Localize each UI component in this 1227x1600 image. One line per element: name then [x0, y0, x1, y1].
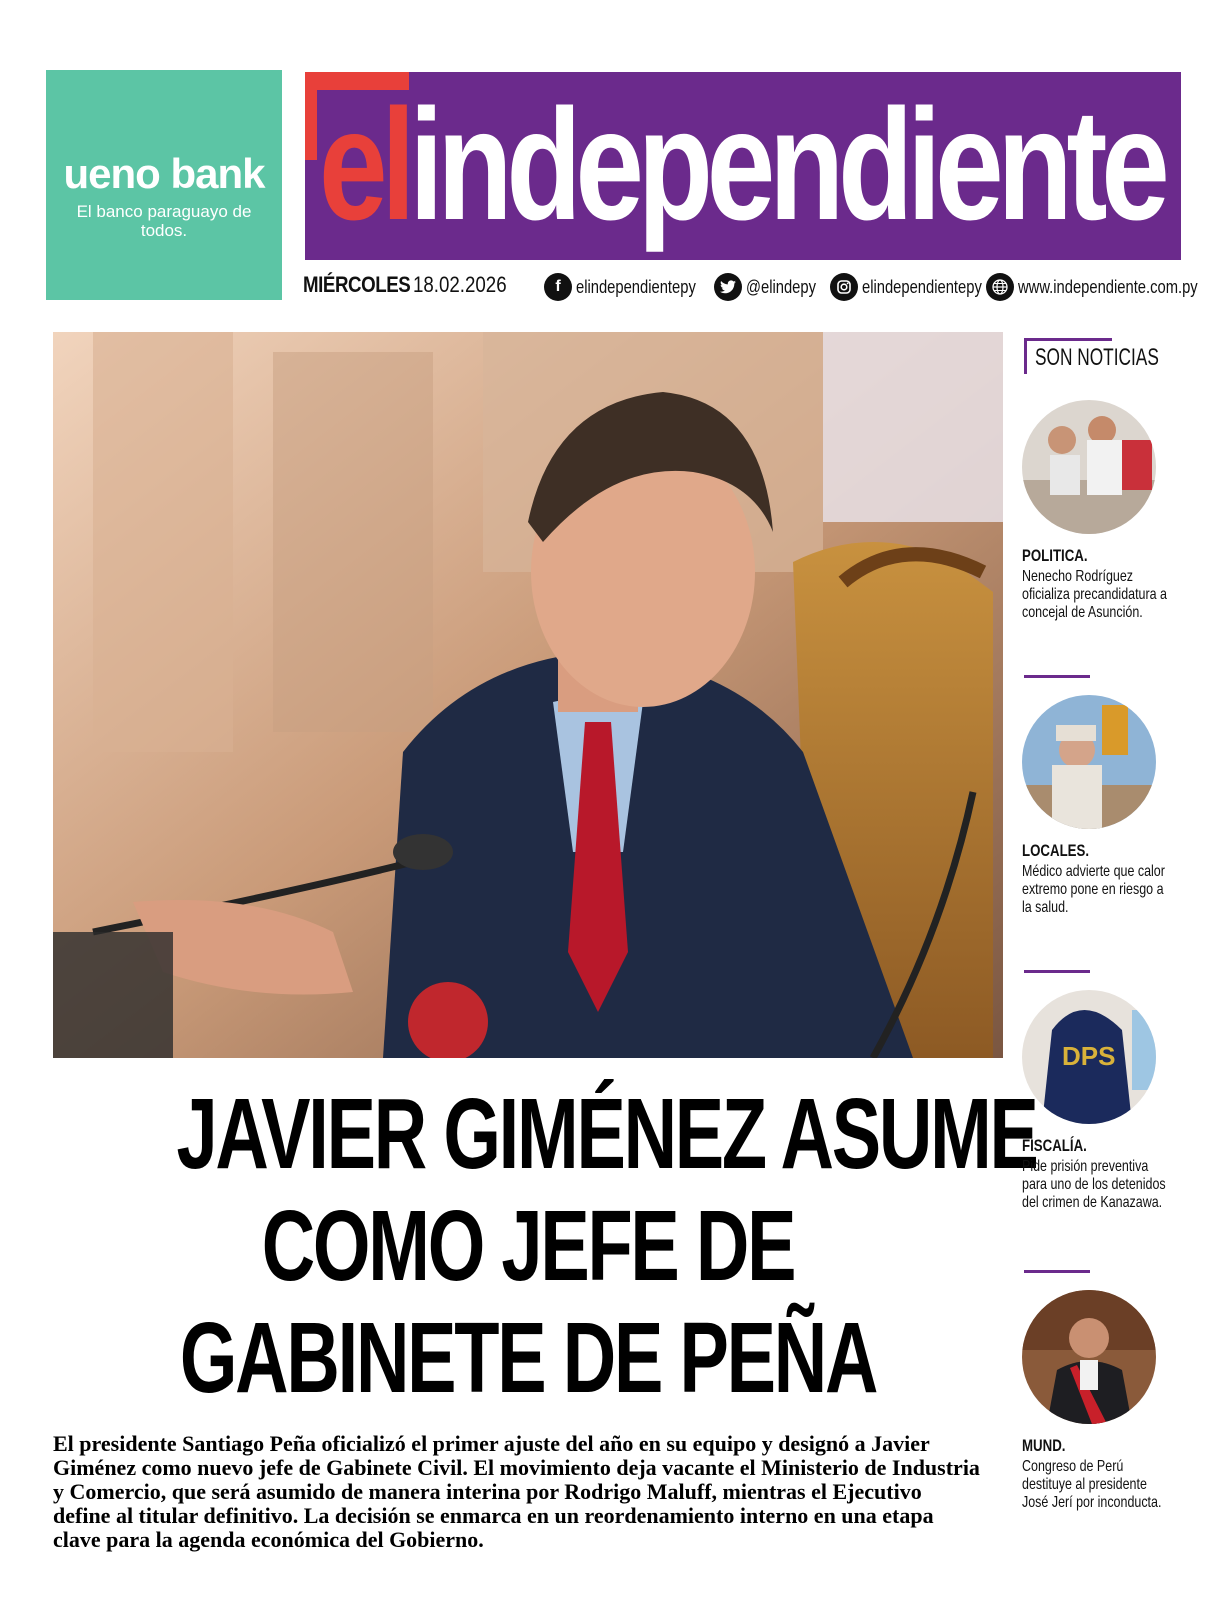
headline-line-1: JAVIER GIMÉNEZ ASUME [176, 1078, 1037, 1190]
story-summary: Médico advierte que calor extremo pone en riesgo a la salud. [1022, 863, 1165, 916]
story-thumbnail [1022, 1290, 1156, 1424]
sidebar-label-text: SON NOTICIAS [1035, 344, 1159, 371]
facebook-handle: elindependientepy [576, 276, 696, 297]
edition-day: MIÉRCOLES [303, 272, 411, 297]
website-link[interactable] [986, 272, 1227, 302]
headline-line-2: COMO JEFE DE [261, 1190, 795, 1302]
sidebar-divider [1024, 1270, 1090, 1273]
story-summary: Nenecho Rodríguez oficializa precandidatura a concejal de Asunción. [1022, 568, 1167, 621]
ueno-bank-ad[interactable] [46, 70, 282, 300]
story-summary: Pide prisión preventiva para uno de los detenidos del crimen de Kanazawa. [1022, 1158, 1166, 1211]
main-photo-illustration [53, 332, 1003, 1058]
story-category: FISCALÍA. [1022, 1136, 1087, 1155]
facebook-icon: f [544, 273, 572, 301]
facebook-link[interactable] [544, 272, 722, 302]
story-category: LOCALES. [1022, 841, 1090, 860]
story-thumbnail [1022, 400, 1156, 534]
masthead-title [319, 77, 1164, 253]
svg-text:DPS: DPS [1062, 1041, 1116, 1071]
ad-brand: ueno bank [63, 150, 265, 197]
sidebar-label [1024, 338, 1159, 374]
edition-date: 18.02.2026 [413, 272, 507, 297]
story-thumbnail [1022, 695, 1156, 829]
website-url: www.independiente.com.py [1018, 276, 1198, 297]
masthead-name: independiente [409, 77, 1164, 253]
masthead-prefix: el [319, 77, 410, 253]
sidebar-divider [1024, 675, 1090, 678]
masthead-accent-side [305, 72, 317, 160]
headline-line-3: GABINETE DE PEÑA [179, 1302, 877, 1414]
ad-slogan: El banco paraguayo de todos. [76, 202, 252, 240]
globe-icon [986, 273, 1014, 301]
twitter-icon [714, 273, 742, 301]
story-summary: Congreso de Perú destituye al presidente José Jerí por inconducta. [1022, 1458, 1162, 1511]
instagram-handle: elindependientepy [862, 276, 982, 297]
lead-paragraph: El presidente Santiago Peña oficializó el primer ajuste del año en su equipo y designó a Javier Giménez como nuevo jefe de Gabinete Civil. El movimiento deja vacante el Ministerio de Industria y Comercio, que será asumido de manera interina por Rodrigo Maluff, mientras el Ejecutivo define al titular definitivo. La decisión se enmarca en un reordenamiento interno en una etapa clave para la agenda económica del Gobierno. [53, 1431, 980, 1552]
instagram-icon [830, 273, 858, 301]
story-category: MUND. [1022, 1436, 1066, 1455]
masthead [305, 72, 1181, 260]
headline [53, 1078, 1037, 1414]
instagram-link[interactable] [830, 272, 1008, 302]
story-thumbnail [1022, 990, 1156, 1124]
sidebar-divider [1024, 970, 1090, 973]
twitter-handle: @elindepy [746, 276, 816, 297]
main-photo[interactable] [53, 332, 1003, 1058]
story-category: POLITICA. [1022, 546, 1088, 565]
dateline [303, 272, 523, 302]
twitter-link[interactable] [714, 272, 831, 302]
